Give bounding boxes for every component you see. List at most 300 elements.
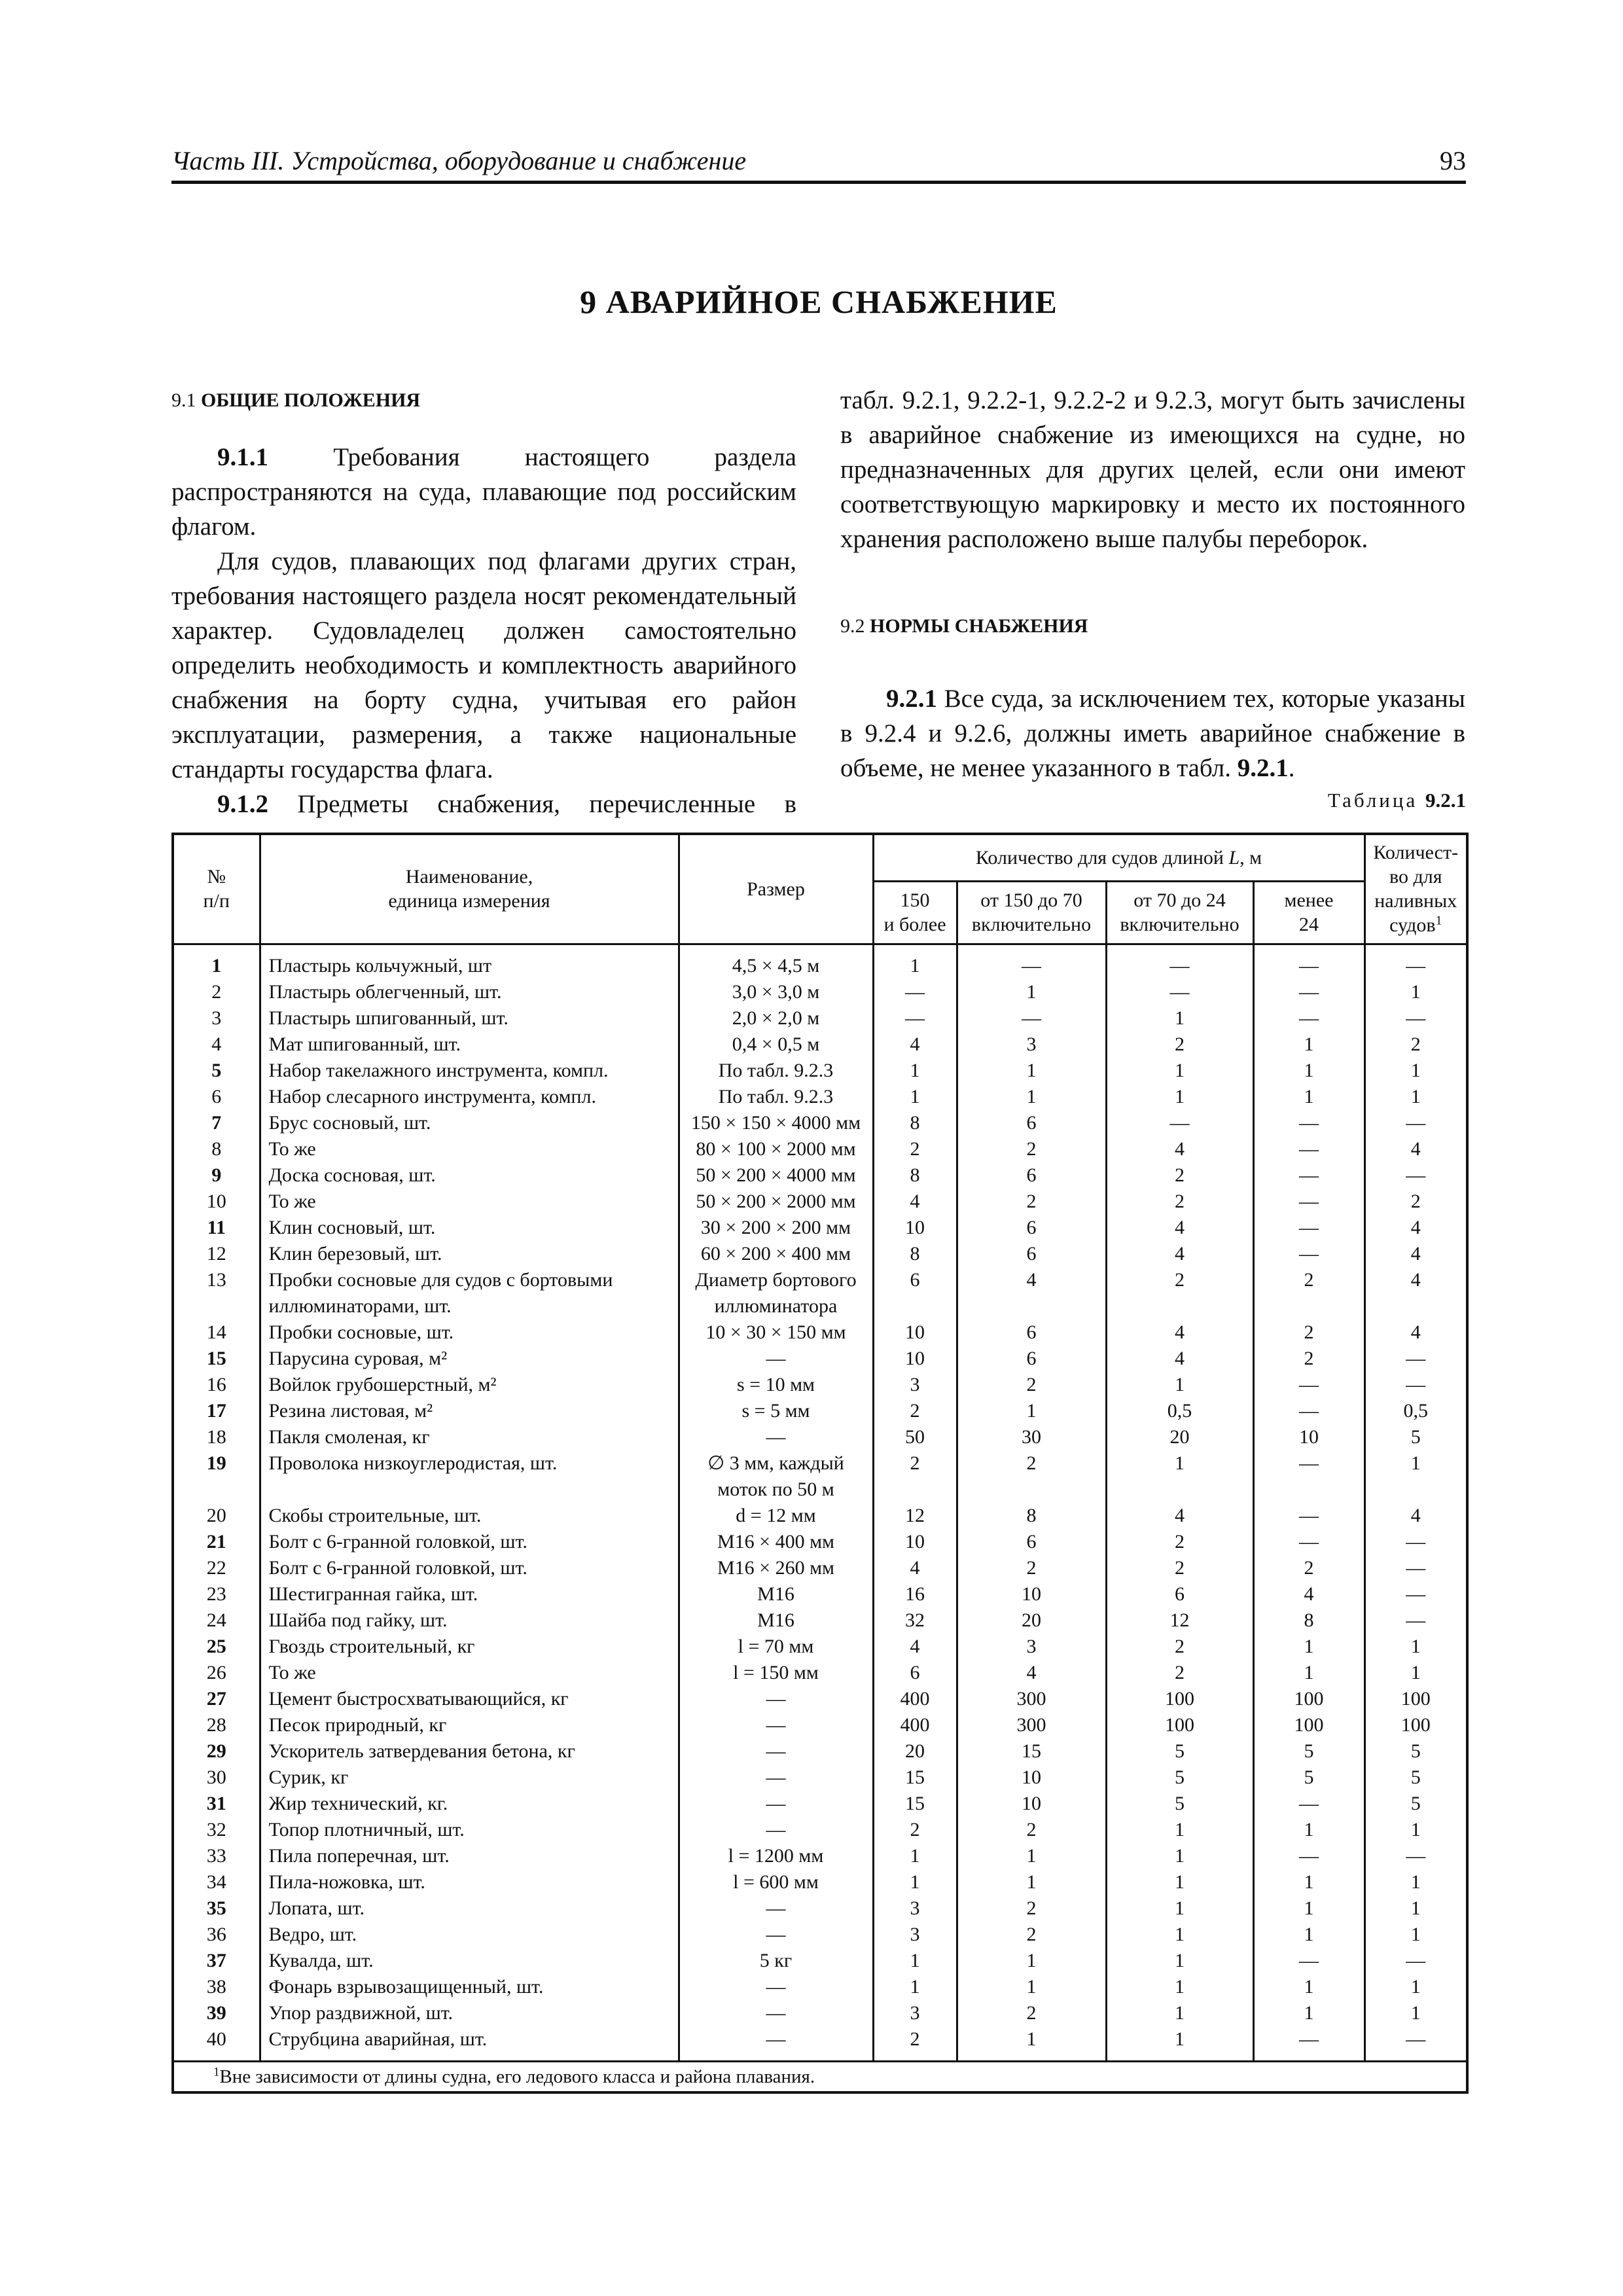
qty-150-70: 3 xyxy=(957,1031,1106,1058)
qty-150-plus: 8 xyxy=(873,1162,957,1189)
table-row xyxy=(173,1346,1467,1372)
qty-150-plus: 2 xyxy=(873,1398,957,1424)
header-tanker xyxy=(1364,834,1467,944)
qty-tanker: — xyxy=(1364,2026,1467,2062)
qty-under-24: — xyxy=(1253,1948,1364,1974)
row-number: 35 xyxy=(173,1895,260,1922)
header-text: наливных xyxy=(1374,890,1457,912)
qty-150-70: 4 xyxy=(957,1267,1106,1319)
section-title: ОБЩИЕ ПОЛОЖЕНИЯ xyxy=(201,389,421,411)
item-name: Пакля смоленая, кг xyxy=(260,1424,679,1450)
qty-150-70: 2 xyxy=(957,1922,1106,1948)
header-text: Количест- xyxy=(1373,842,1459,864)
row-number: 31 xyxy=(173,1791,260,1817)
qty-tanker: — xyxy=(1364,1607,1467,1634)
row-number: 19 xyxy=(173,1450,260,1503)
qty-under-24: 1 xyxy=(1253,1660,1364,1686)
qty-70-24: 1 xyxy=(1106,2000,1253,2026)
left-column xyxy=(171,383,796,821)
item-size: М16 xyxy=(679,1607,873,1634)
row-number: 11 xyxy=(173,1215,260,1241)
qty-tanker: — xyxy=(1364,944,1467,979)
qty-150-plus: 4 xyxy=(873,1189,957,1215)
item-size: ∅ 3 мм, каждый моток по 50 м xyxy=(679,1450,873,1503)
qty-70-24: 4 xyxy=(1106,1136,1253,1162)
clause-number: 9.2.1 xyxy=(886,685,937,713)
row-number: 27 xyxy=(173,1686,260,1712)
header-under-24 xyxy=(1253,881,1364,944)
item-name: Пробки сосновые, шт. xyxy=(260,1319,679,1346)
row-number: 39 xyxy=(173,2000,260,2026)
item-size: s = 10 мм xyxy=(679,1372,873,1398)
qty-150-70: 6 xyxy=(957,1241,1106,1267)
qty-70-24: 1 xyxy=(1106,1843,1253,1869)
item-size: — xyxy=(679,1791,873,1817)
qty-150-plus: 4 xyxy=(873,1555,957,1581)
header-number xyxy=(173,834,260,944)
footnote-text: Вне зависимости от длины судна, его ледового класса и района плавания. xyxy=(219,2066,815,2087)
qty-tanker: 1 xyxy=(1364,1974,1467,2000)
qty-tanker: 4 xyxy=(1364,1267,1467,1319)
item-size: 80 × 100 × 2000 мм xyxy=(679,1136,873,1162)
qty-under-24: 1 xyxy=(1253,1922,1364,1948)
clause-number: 9.1.2 xyxy=(217,790,268,818)
qty-under-24: — xyxy=(1253,1843,1364,1869)
item-name: То же xyxy=(260,1660,679,1686)
row-number: 1 xyxy=(173,944,260,979)
item-size: s = 5 мм xyxy=(679,1398,873,1424)
row-number: 20 xyxy=(173,1503,260,1529)
item-size: — xyxy=(679,1686,873,1712)
qty-70-24: 1 xyxy=(1106,1974,1253,2000)
qty-150-70: 6 xyxy=(957,1162,1106,1189)
table-row xyxy=(173,944,1467,979)
item-size: 50 × 200 × 2000 мм xyxy=(679,1189,873,1215)
item-name: Ведро, шт. xyxy=(260,1922,679,1948)
table-row xyxy=(173,1084,1467,1110)
item-name: Болт с 6-гранной головкой, шт. xyxy=(260,1555,679,1581)
qty-70-24: 2 xyxy=(1106,1634,1253,1660)
item-name: Клин березовый, шт. xyxy=(260,1241,679,1267)
item-size: — xyxy=(679,1895,873,1922)
item-name: Шестигранная гайка, шт. xyxy=(260,1581,679,1607)
qty-150-70: 3 xyxy=(957,1634,1106,1660)
header-quantity-group xyxy=(873,834,1364,881)
row-number: 15 xyxy=(173,1346,260,1372)
qty-under-24: — xyxy=(1253,1215,1364,1241)
qty-150-70: 2 xyxy=(957,1189,1106,1215)
qty-tanker: 4 xyxy=(1364,1503,1467,1529)
row-number: 2 xyxy=(173,979,260,1005)
item-name: Жир технический, кг. xyxy=(260,1791,679,1817)
qty-150-70: 1 xyxy=(957,1869,1106,1895)
item-size: 10 × 30 × 150 мм xyxy=(679,1319,873,1346)
header-size: Размер xyxy=(679,834,873,944)
item-size: 150 × 150 × 4000 мм xyxy=(679,1110,873,1136)
header-text: во для xyxy=(1389,866,1442,888)
qty-tanker: 1 xyxy=(1364,1895,1467,1922)
item-size: l = 70 мм xyxy=(679,1634,873,1660)
qty-150-plus: 4 xyxy=(873,1031,957,1058)
table-reference: 9.2.1 xyxy=(1237,754,1289,782)
item-size: — xyxy=(679,1922,873,1948)
qty-150-70: 10 xyxy=(957,1765,1106,1791)
row-number: 18 xyxy=(173,1424,260,1450)
row-number: 36 xyxy=(173,1922,260,1948)
qty-150-plus: 10 xyxy=(873,1529,957,1555)
qty-under-24: 5 xyxy=(1253,1738,1364,1765)
qty-tanker: 5 xyxy=(1364,1738,1467,1765)
header-text: 24 xyxy=(1299,914,1319,935)
item-name: Войлок грубошерстный, м² xyxy=(260,1372,679,1398)
row-number: 6 xyxy=(173,1084,260,1110)
item-size: 2,0 × 2,0 м xyxy=(679,1005,873,1031)
row-number: 3 xyxy=(173,1005,260,1031)
qty-tanker: 1 xyxy=(1364,1660,1467,1686)
qty-tanker: 1 xyxy=(1364,979,1467,1005)
table-row xyxy=(173,1738,1467,1765)
qty-150-70: 300 xyxy=(957,1686,1106,1712)
item-size: — xyxy=(679,1346,873,1372)
qty-70-24: 2 xyxy=(1106,1031,1253,1058)
qty-70-24: 1 xyxy=(1106,1058,1253,1084)
item-name: Песок природный, кг xyxy=(260,1712,679,1738)
paragraph-text: Требования настоящего раздела распространяются на суда, плавающие под российским флагом. xyxy=(171,443,796,541)
table-label xyxy=(1328,789,1466,812)
item-name: Пила поперечная, шт. xyxy=(260,1843,679,1869)
qty-150-plus: 32 xyxy=(873,1607,957,1634)
qty-150-70: 6 xyxy=(957,1346,1106,1372)
table-row xyxy=(173,1319,1467,1346)
table-row xyxy=(173,1005,1467,1031)
qty-tanker: — xyxy=(1364,1843,1467,1869)
qty-150-plus: 12 xyxy=(873,1503,957,1529)
paragraph-flags: Для судов, плавающих под флагами других стран, требования настоящего раздела носят рекомендательный характер. Судовладелец должен самостоятельно определить необходимость и комплектность аварийного снабжения на борту судна, учитывая его район эксплуатации, размерения, а также национальные стандарты государства флага. xyxy=(171,547,796,783)
qty-150-70: 10 xyxy=(957,1791,1106,1817)
table-row xyxy=(173,1765,1467,1791)
row-number: 26 xyxy=(173,1660,260,1686)
qty-150-plus: 8 xyxy=(873,1110,957,1136)
qty-70-24: 1 xyxy=(1106,1450,1253,1503)
qty-tanker: — xyxy=(1364,1948,1467,1974)
item-size: — xyxy=(679,1712,873,1738)
qty-tanker: 1 xyxy=(1364,1634,1467,1660)
row-number: 34 xyxy=(173,1869,260,1895)
table-row xyxy=(173,1031,1467,1058)
qty-tanker: 5 xyxy=(1364,1791,1467,1817)
qty-under-24: — xyxy=(1253,1162,1364,1189)
qty-70-24: 2 xyxy=(1106,1660,1253,1686)
qty-70-24: 1 xyxy=(1106,2026,1253,2062)
qty-under-24: 1 xyxy=(1253,1869,1364,1895)
qty-under-24: — xyxy=(1253,1005,1364,1031)
qty-under-24: 1 xyxy=(1253,1634,1364,1660)
paragraph-9-1-2-continued: табл. 9.2.1, 9.2.2-1, 9.2.2-2 и 9.2.3, могут быть зачислены в аварийное снабжение из имеющихся на судне, но предназначенных для других целей, если они имеют соответствующую маркировку и место их постоянного хранения расположено выше палубы переборок. xyxy=(840,386,1465,553)
qty-70-24: 20 xyxy=(1106,1424,1253,1450)
qty-150-plus: 1 xyxy=(873,1948,957,1974)
table-row xyxy=(173,2026,1467,2062)
item-size: М16 xyxy=(679,1581,873,1607)
qty-tanker: 4 xyxy=(1364,1136,1467,1162)
item-name: Упор раздвижной, шт. xyxy=(260,2000,679,2026)
header-text: включительно xyxy=(971,914,1092,935)
paragraph-9-2-1 xyxy=(840,681,1465,785)
right-column xyxy=(840,383,1465,785)
qty-tanker: — xyxy=(1364,1005,1467,1031)
header-text: 150 xyxy=(900,889,930,911)
qty-150-plus: 3 xyxy=(873,1372,957,1398)
qty-150-plus: 20 xyxy=(873,1738,957,1765)
item-size: — xyxy=(679,1424,873,1450)
qty-under-24: — xyxy=(1253,944,1364,979)
qty-150-70: 1 xyxy=(957,1843,1106,1869)
qty-150-70: 20 xyxy=(957,1607,1106,1634)
table-row xyxy=(173,1162,1467,1189)
qty-tanker: 1 xyxy=(1364,1922,1467,1948)
row-number: 17 xyxy=(173,1398,260,1424)
qty-150-plus: 3 xyxy=(873,1922,957,1948)
table-body xyxy=(173,944,1467,2061)
qty-150-70: 2 xyxy=(957,2000,1106,2026)
qty-70-24: 4 xyxy=(1106,1503,1253,1529)
footnote-mark: 1 xyxy=(213,2065,220,2079)
qty-150-70: 2 xyxy=(957,1555,1106,1581)
qty-under-24: 8 xyxy=(1253,1607,1364,1634)
header-text: единица измерения xyxy=(388,890,550,912)
item-size: — xyxy=(679,2000,873,2026)
table-row xyxy=(173,1634,1467,1660)
supply-table xyxy=(171,833,1469,2094)
qty-70-24: 2 xyxy=(1106,1162,1253,1189)
qty-tanker: 4 xyxy=(1364,1319,1467,1346)
qty-150-plus: 6 xyxy=(873,1267,957,1319)
item-name: Клин сосновый, шт. xyxy=(260,1215,679,1241)
qty-tanker: 4 xyxy=(1364,1241,1467,1267)
item-size: d = 12 мм xyxy=(679,1503,873,1529)
qty-150-70: 8 xyxy=(957,1503,1106,1529)
qty-150-plus: 2 xyxy=(873,2026,957,2062)
item-size: По табл. 9.2.3 xyxy=(679,1084,873,1110)
qty-150-70: 6 xyxy=(957,1319,1106,1346)
qty-under-24: 1 xyxy=(1253,1974,1364,2000)
qty-70-24: 12 xyxy=(1106,1607,1253,1634)
qty-150-70: 1 xyxy=(957,1084,1106,1110)
row-number: 28 xyxy=(173,1712,260,1738)
qty-150-plus: 1 xyxy=(873,1084,957,1110)
qty-150-plus: 400 xyxy=(873,1712,957,1738)
item-name: Топор плотничный, шт. xyxy=(260,1817,679,1843)
table-row xyxy=(173,1712,1467,1738)
qty-under-24: 5 xyxy=(1253,1765,1364,1791)
qty-under-24: — xyxy=(1253,1110,1364,1136)
table-row xyxy=(173,1581,1467,1607)
table-row xyxy=(173,1660,1467,1686)
qty-70-24: 2 xyxy=(1106,1529,1253,1555)
row-number: 40 xyxy=(173,2026,260,2062)
qty-tanker: 1 xyxy=(1364,1058,1467,1084)
table-label-number: 9.2.1 xyxy=(1425,789,1466,812)
header-variable: L xyxy=(1228,846,1240,869)
qty-tanker: 1 xyxy=(1364,1450,1467,1503)
section-title: НОРМЫ СНАБЖЕНИЯ xyxy=(870,615,1088,637)
qty-150-70: 4 xyxy=(957,1660,1106,1686)
item-name: Кувалда, шт. xyxy=(260,1948,679,1974)
qty-under-24: — xyxy=(1253,1136,1364,1162)
item-name: Пластырь шпигованный, шт. xyxy=(260,1005,679,1031)
running-header xyxy=(171,145,1466,184)
qty-under-24: — xyxy=(1253,1241,1364,1267)
paragraph-text: Все суда, за исключением тех, которые указаны в 9.2.4 и 9.2.6, должны иметь аварийное снабжение в объеме, не менее указанного в табл. xyxy=(840,685,1465,782)
qty-150-plus: — xyxy=(873,979,957,1005)
qty-150-70: — xyxy=(957,944,1106,979)
qty-70-24: 2 xyxy=(1106,1555,1253,1581)
header-150-70 xyxy=(957,881,1106,944)
qty-150-70: 2 xyxy=(957,1895,1106,1922)
table-row xyxy=(173,1267,1467,1319)
qty-150-plus: — xyxy=(873,1005,957,1031)
qty-70-24: 1 xyxy=(1106,1869,1253,1895)
qty-150-plus: 3 xyxy=(873,2000,957,2026)
qty-70-24: 1 xyxy=(1106,1817,1253,1843)
qty-150-plus: 6 xyxy=(873,1660,957,1686)
header-text: п/п xyxy=(203,890,230,912)
row-number: 8 xyxy=(173,1136,260,1162)
qty-under-24: 2 xyxy=(1253,1267,1364,1319)
qty-70-24: 1 xyxy=(1106,1005,1253,1031)
section-heading-9-2 xyxy=(840,609,1465,643)
table-row xyxy=(173,1791,1467,1817)
item-size: l = 1200 мм xyxy=(679,1843,873,1869)
qty-70-24: 4 xyxy=(1106,1319,1253,1346)
qty-tanker: — xyxy=(1364,1110,1467,1136)
row-number: 21 xyxy=(173,1529,260,1555)
item-name: Резина листовая, м² xyxy=(260,1398,679,1424)
qty-150-70: 1 xyxy=(957,1058,1106,1084)
table-row xyxy=(173,1424,1467,1450)
qty-under-24: — xyxy=(1253,979,1364,1005)
qty-under-24: 1 xyxy=(1253,1058,1364,1084)
header-text: и более xyxy=(883,914,946,935)
qty-70-24: 4 xyxy=(1106,1215,1253,1241)
qty-70-24: 2 xyxy=(1106,1267,1253,1319)
qty-150-70: — xyxy=(957,1005,1106,1031)
qty-under-24: 1 xyxy=(1253,1084,1364,1110)
qty-under-24: — xyxy=(1253,1398,1364,1424)
item-name: Гвоздь строительный, кг xyxy=(260,1634,679,1660)
row-number: 25 xyxy=(173,1634,260,1660)
item-size: 0,4 × 0,5 м xyxy=(679,1031,873,1058)
row-number: 9 xyxy=(173,1162,260,1189)
qty-70-24: 5 xyxy=(1106,1738,1253,1765)
row-number: 16 xyxy=(173,1372,260,1398)
table-row xyxy=(173,1398,1467,1424)
qty-tanker: — xyxy=(1364,1372,1467,1398)
qty-70-24: 4 xyxy=(1106,1346,1253,1372)
qty-under-24: — xyxy=(1253,1503,1364,1529)
table-row xyxy=(173,1503,1467,1529)
qty-tanker: — xyxy=(1364,1555,1467,1581)
qty-under-24: — xyxy=(1253,1791,1364,1817)
table-row xyxy=(173,1136,1467,1162)
item-size: 50 × 200 × 4000 мм xyxy=(679,1162,873,1189)
table-row xyxy=(173,1686,1467,1712)
qty-150-plus: 2 xyxy=(873,1136,957,1162)
item-size: М16 × 400 мм xyxy=(679,1529,873,1555)
qty-150-plus: 10 xyxy=(873,1215,957,1241)
item-size: l = 600 мм xyxy=(679,1869,873,1895)
table-row xyxy=(173,1922,1467,1948)
item-size: — xyxy=(679,1974,873,2000)
row-number: 10 xyxy=(173,1189,260,1215)
qty-150-70: 2 xyxy=(957,1817,1106,1843)
qty-70-24: 1 xyxy=(1106,1922,1253,1948)
table-row xyxy=(173,1974,1467,2000)
qty-tanker: — xyxy=(1364,1581,1467,1607)
table-row xyxy=(173,1058,1467,1084)
qty-150-70: 1 xyxy=(957,1948,1106,1974)
header-name xyxy=(260,834,679,944)
qty-under-24: 10 xyxy=(1253,1424,1364,1450)
qty-tanker: 100 xyxy=(1364,1712,1467,1738)
qty-70-24: — xyxy=(1106,1110,1253,1136)
item-name: Мат шпигованный, шт. xyxy=(260,1031,679,1058)
qty-150-70: 6 xyxy=(957,1529,1106,1555)
header-text: от 70 до 24 xyxy=(1133,889,1226,911)
item-size: 30 × 200 × 200 мм xyxy=(679,1215,873,1241)
qty-70-24: 0,5 xyxy=(1106,1398,1253,1424)
header-70-24 xyxy=(1106,881,1253,944)
section-number: 9.2 xyxy=(840,615,865,637)
footnote-mark: 1 xyxy=(1435,914,1442,928)
item-name: То же xyxy=(260,1136,679,1162)
item-name: Ускоритель затвердевания бетона, кг xyxy=(260,1738,679,1765)
clause-number: 9.1.1 xyxy=(217,443,268,471)
item-size: 60 × 200 × 400 мм xyxy=(679,1241,873,1267)
table-label-word: Таблица xyxy=(1327,789,1418,812)
qty-under-24: — xyxy=(1253,1372,1364,1398)
qty-150-plus: 1 xyxy=(873,1058,957,1084)
qty-tanker: 4 xyxy=(1364,1215,1467,1241)
qty-70-24: 5 xyxy=(1106,1765,1253,1791)
item-size: l = 150 мм xyxy=(679,1660,873,1686)
item-size: — xyxy=(679,1738,873,1765)
running-title: Часть III. Устройства, оборудование и снабжение xyxy=(171,146,747,175)
qty-tanker: 5 xyxy=(1364,1424,1467,1450)
row-number: 37 xyxy=(173,1948,260,1974)
qty-tanker: 100 xyxy=(1364,1686,1467,1712)
qty-150-plus: 8 xyxy=(873,1241,957,1267)
item-name: Брус сосновый, шт. xyxy=(260,1110,679,1136)
item-name: Шайба под гайку, шт. xyxy=(260,1607,679,1634)
qty-under-24: — xyxy=(1253,1450,1364,1503)
qty-70-24: — xyxy=(1106,979,1253,1005)
row-number: 29 xyxy=(173,1738,260,1765)
qty-150-70: 15 xyxy=(957,1738,1106,1765)
row-number: 12 xyxy=(173,1241,260,1267)
paragraph-end: . xyxy=(1288,754,1295,782)
qty-70-24: 1 xyxy=(1106,1895,1253,1922)
table-row xyxy=(173,1555,1467,1581)
table-row xyxy=(173,1215,1467,1241)
qty-under-24: — xyxy=(1253,1189,1364,1215)
table-row xyxy=(173,1895,1467,1922)
qty-tanker: 1 xyxy=(1364,1084,1467,1110)
table-row xyxy=(173,1948,1467,1974)
page-number: 93 xyxy=(1440,146,1466,175)
row-number: 7 xyxy=(173,1110,260,1136)
item-name: Парусина суровая, м² xyxy=(260,1346,679,1372)
item-name: Струбцина аварийная, шт. xyxy=(260,2026,679,2062)
